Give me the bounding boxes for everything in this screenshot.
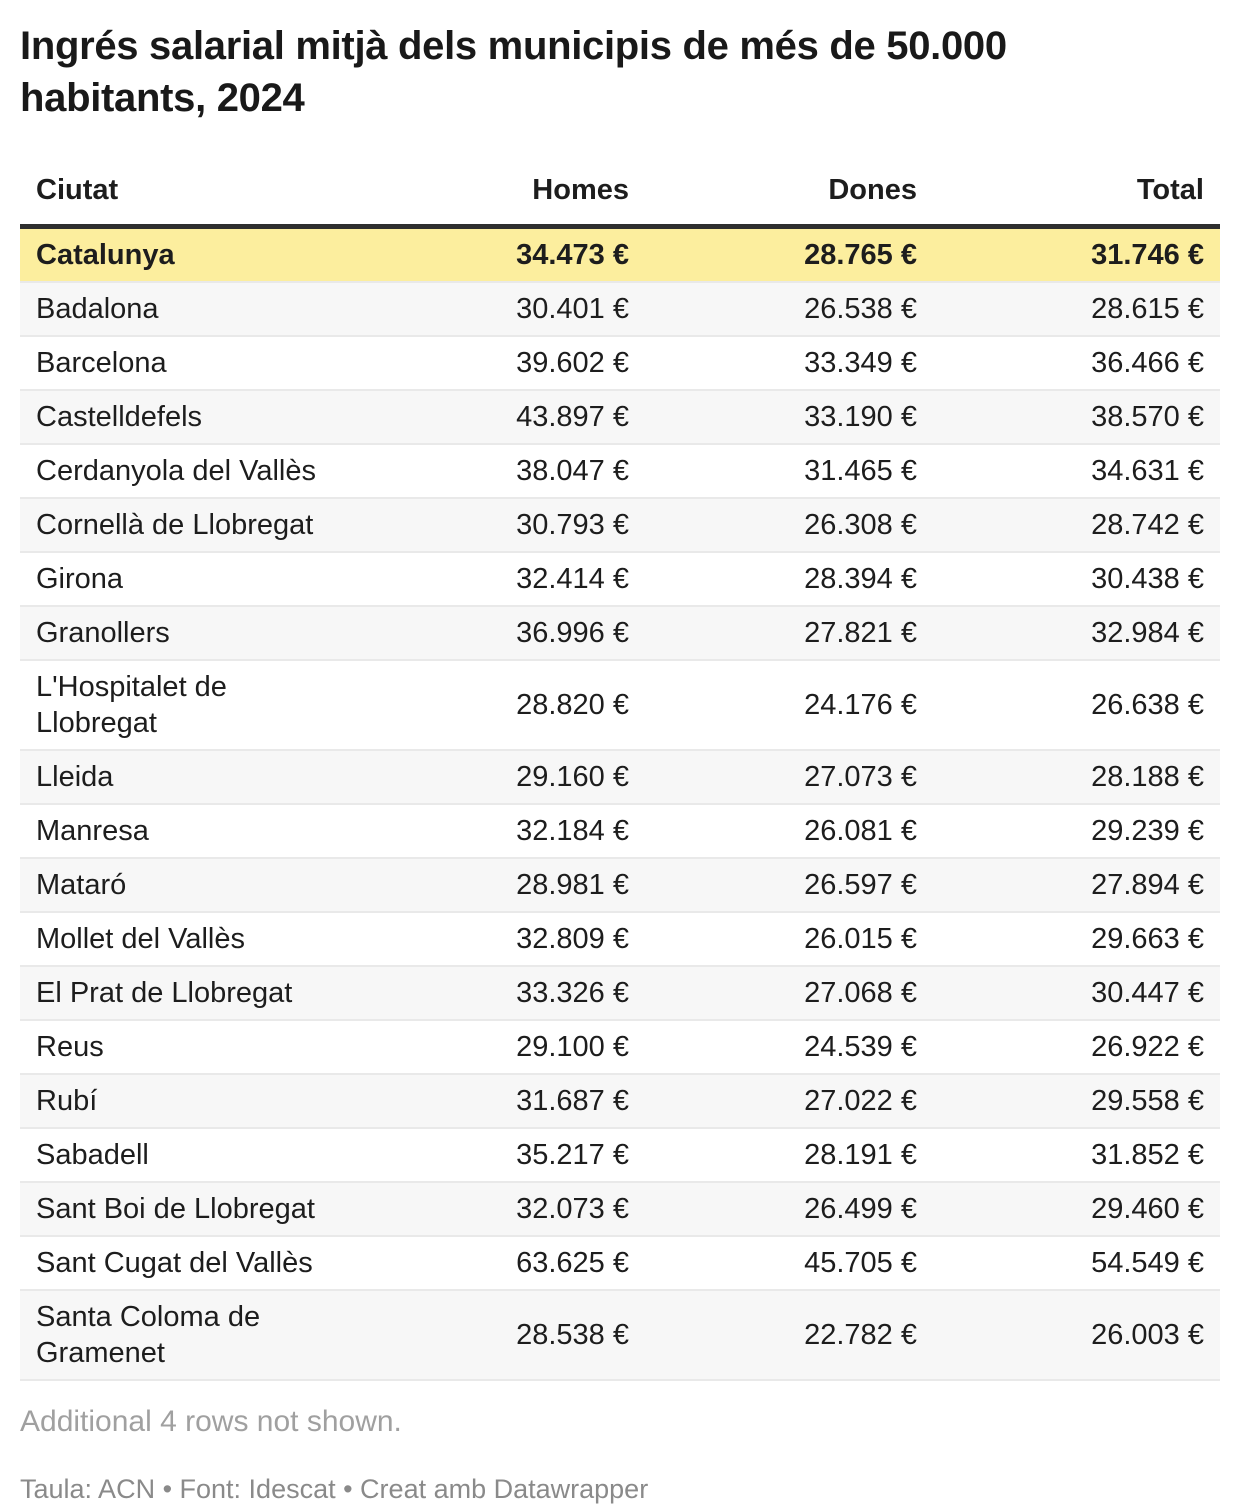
homes-cell: 30.793 €: [516, 509, 629, 541]
total-cell: 32.984 €: [1091, 617, 1204, 649]
dones-cell: 26.015 €: [804, 923, 917, 955]
table-row: [20, 912, 1220, 966]
table-caption: Taula: ACN • Font: Idescat • Creat amb Datawrapper: [20, 1474, 649, 1504]
dones-cell: 26.499 €: [804, 1193, 917, 1225]
dones-cell: 26.308 €: [804, 509, 917, 541]
dones-cell: 26.081 €: [804, 815, 917, 847]
homes-cell: 36.996 €: [516, 617, 629, 649]
total-cell: 36.466 €: [1091, 347, 1204, 379]
city-cell: Mataró: [36, 869, 127, 901]
table-row: [20, 1236, 1220, 1290]
dones-cell: 28.765 €: [804, 239, 917, 271]
total-cell: 31.852 €: [1091, 1139, 1204, 1171]
dones-cell: 22.782 €: [804, 1319, 917, 1351]
homes-cell: 35.217 €: [516, 1139, 629, 1171]
city-cell: Granollers: [36, 617, 170, 649]
dones-cell: 27.821 €: [804, 617, 917, 649]
column-header-homes: Homes: [532, 174, 629, 206]
page-title: Ingrés salarial mitjà dels municipis de més de 50.000 habitants, 2024: [20, 24, 1007, 120]
city-cell: Cerdanyola del Vallès: [36, 455, 316, 487]
highlight-row-catalunya: [20, 227, 1220, 283]
dones-cell: 26.597 €: [804, 869, 917, 901]
table-row: [20, 750, 1220, 804]
city-cell: Manresa: [36, 815, 149, 847]
homes-cell: 32.184 €: [516, 815, 629, 847]
table-row: [20, 1128, 1220, 1182]
homes-cell: 28.538 €: [516, 1319, 629, 1351]
table-row: [20, 282, 1220, 336]
table-row: [20, 660, 1220, 750]
dones-cell: 27.073 €: [804, 761, 917, 793]
rows-not-shown-note: Additional 4 rows not shown.: [20, 1405, 402, 1438]
dones-cell: 24.539 €: [804, 1031, 917, 1063]
city-cell: Catalunya: [36, 239, 175, 271]
total-cell: 28.742 €: [1091, 509, 1204, 541]
table-row: [20, 1074, 1220, 1128]
city-cell: Castelldefels: [36, 401, 203, 433]
city-cell: Lleida: [36, 761, 114, 793]
total-cell: 31.746 €: [1091, 239, 1204, 271]
table-row: [20, 390, 1220, 444]
city-cell: L'Hospitalet de Llobregat: [36, 671, 227, 739]
homes-cell: 31.687 €: [516, 1085, 629, 1117]
city-cell: Mollet del Vallès: [36, 923, 246, 955]
total-cell: 30.447 €: [1091, 977, 1204, 1009]
dones-cell: 33.349 €: [804, 347, 917, 379]
homes-cell: 38.047 €: [516, 455, 629, 487]
dones-cell: 33.190 €: [804, 401, 917, 433]
table-row: [20, 1182, 1220, 1236]
table-row: [20, 606, 1220, 660]
city-cell: Girona: [36, 563, 124, 595]
header-row: [20, 154, 1220, 227]
total-cell: 29.239 €: [1091, 815, 1204, 847]
dones-cell: 45.705 €: [804, 1247, 917, 1279]
total-cell: 34.631 €: [1091, 455, 1204, 487]
dones-cell: 28.394 €: [804, 563, 917, 595]
table-row: [20, 1020, 1220, 1074]
table-row: [20, 804, 1220, 858]
table-body: [20, 227, 1220, 1381]
city-cell: Reus: [36, 1031, 104, 1063]
total-cell: 26.638 €: [1091, 689, 1204, 721]
total-cell: 27.894 €: [1091, 869, 1204, 901]
total-cell: 29.460 €: [1091, 1193, 1204, 1225]
homes-cell: 29.160 €: [516, 761, 629, 793]
table-row: [20, 444, 1220, 498]
dones-cell: 24.176 €: [804, 689, 917, 721]
table-row: [20, 966, 1220, 1020]
city-cell: Cornellà de Llobregat: [36, 509, 314, 541]
city-cell: Rubí: [36, 1085, 98, 1117]
homes-cell: 32.414 €: [516, 563, 629, 595]
dones-cell: 28.191 €: [804, 1139, 917, 1171]
city-cell: Sabadell: [36, 1139, 149, 1171]
table-header: [20, 154, 1220, 227]
total-cell: 54.549 €: [1091, 1247, 1204, 1279]
column-header-dones: Dones: [828, 174, 917, 206]
total-cell: 26.922 €: [1091, 1031, 1204, 1063]
total-cell: 28.188 €: [1091, 761, 1204, 793]
total-cell: 38.570 €: [1091, 401, 1204, 433]
homes-cell: 63.625 €: [516, 1247, 629, 1279]
city-cell: Sant Cugat del Vallès: [36, 1247, 313, 1279]
column-header-ciutat: Ciutat: [36, 174, 119, 206]
homes-cell: 32.073 €: [516, 1193, 629, 1225]
homes-cell: 32.809 €: [516, 923, 629, 955]
homes-cell: 43.897 €: [516, 401, 629, 433]
dones-cell: 27.022 €: [804, 1085, 917, 1117]
homes-cell: 39.602 €: [516, 347, 629, 379]
city-cell: Santa Coloma de Gramenet: [36, 1301, 261, 1369]
city-cell: Badalona: [36, 293, 159, 325]
homes-cell: 28.981 €: [516, 869, 629, 901]
homes-cell: 29.100 €: [516, 1031, 629, 1063]
dones-cell: 26.538 €: [804, 293, 917, 325]
city-cell: El Prat de Llobregat: [36, 977, 293, 1009]
homes-cell: 30.401 €: [516, 293, 629, 325]
city-cell: Sant Boi de Llobregat: [36, 1193, 315, 1225]
homes-cell: 34.473 €: [516, 239, 629, 271]
table-row: [20, 336, 1220, 390]
total-cell: 29.663 €: [1091, 923, 1204, 955]
total-cell: 29.558 €: [1091, 1085, 1204, 1117]
city-cell: Barcelona: [36, 347, 167, 379]
dones-cell: 27.068 €: [804, 977, 917, 1009]
table-row: [20, 858, 1220, 912]
table-row: [20, 1290, 1220, 1380]
dones-cell: 31.465 €: [804, 455, 917, 487]
total-cell: 28.615 €: [1091, 293, 1204, 325]
table-row: [20, 498, 1220, 552]
column-header-total: Total: [1136, 174, 1204, 206]
salary-table: [20, 154, 1220, 1381]
homes-cell: 33.326 €: [516, 977, 629, 1009]
total-cell: 30.438 €: [1091, 563, 1204, 595]
table-row: [20, 552, 1220, 606]
total-cell: 26.003 €: [1091, 1319, 1204, 1351]
homes-cell: 28.820 €: [516, 689, 629, 721]
